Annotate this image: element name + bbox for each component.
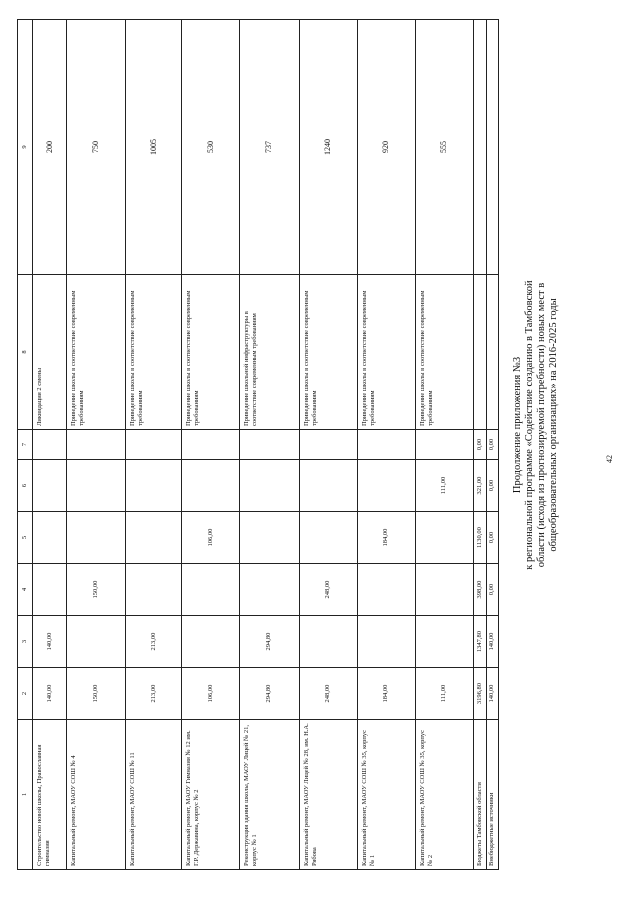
object-name: Реконструкция здания школы, МАОУ Лицей № 21, корпус № 1: [239, 720, 299, 870]
total-cell: 0,00: [486, 430, 498, 460]
header-cell: 4: [18, 564, 33, 616]
cell-col6: [33, 460, 67, 512]
new-places: 920: [358, 20, 416, 275]
cell-total: 111,00: [415, 668, 474, 720]
programme-table: [17, 19, 499, 870]
cell-col4: [415, 564, 474, 616]
cell-col7: [358, 430, 416, 460]
header-row: [18, 20, 33, 870]
cell-col6: [239, 460, 299, 512]
cell-col4: [182, 564, 240, 616]
cell-col4: [33, 564, 67, 616]
cell-total: 248,00: [299, 668, 358, 720]
heading-line-3: области (исходя из прогнозируемой потребности) новых мест в: [536, 282, 547, 568]
heading-line-2: к региональной программе «Содействие созданию в Тамбовской: [524, 280, 535, 570]
header-cell: 7: [18, 430, 33, 460]
appendix-heading: [512, 115, 560, 735]
total-cell: 1347,80: [474, 616, 486, 668]
total-cell: 0,00: [486, 564, 498, 616]
cell-col7: [33, 430, 67, 460]
new-places: 200: [33, 20, 67, 275]
new-places: 530: [182, 20, 240, 275]
cell-col5: [125, 512, 182, 564]
total-label: Бюджеты Тамбовской области: [474, 720, 486, 870]
cell-col6: [67, 460, 126, 512]
cell-col3: 140,00: [33, 616, 67, 668]
cell-col4: 150,00: [67, 564, 126, 616]
cell-col7: [299, 430, 358, 460]
cell-col6: [125, 460, 182, 512]
new-places: 1005: [125, 20, 182, 275]
total-cell: 398,00: [474, 564, 486, 616]
header-cell: 5: [18, 512, 33, 564]
cell-col5: [239, 512, 299, 564]
cell-col3: [299, 616, 358, 668]
cell-col5: 184,00: [358, 512, 416, 564]
object-name: Капитальный ремонт, МАОУ СОШ № 11: [125, 720, 182, 870]
cell-col4: [358, 564, 416, 616]
object-name: Капитальный ремонт, МАОУ СОШ № 4: [67, 720, 126, 870]
object-name: Капитальный ремонт, МАОУ Гимназия № 12 им. Г.Р. Державина, корпус № 2: [182, 720, 240, 870]
total-row: [474, 20, 486, 870]
cell-col3: [358, 616, 416, 668]
header-cell: 8: [18, 275, 33, 430]
result-text: Приведение школы в соответствие современным требованиям: [358, 275, 416, 430]
cell-col7: [239, 430, 299, 460]
result-text: Приведение школы в соответствие современным требованиям: [415, 275, 474, 430]
cell-col6: [182, 460, 240, 512]
total-cell: [486, 275, 498, 430]
cell-col3: [67, 616, 126, 668]
cell-col5: 106,00: [182, 512, 240, 564]
object-name: Капитальный ремонт, МАОУ СОШ № 35, корпус № 1: [358, 720, 416, 870]
result-text: Приведение школы в соответствие современным требованиям: [182, 275, 240, 430]
total-cell: 321,00: [474, 460, 486, 512]
table-row: [299, 20, 358, 870]
page-number: 42: [605, 455, 614, 463]
object-name: Капитальный ремонт, МАОУ СОШ № 35, корпус № 2: [415, 720, 474, 870]
table-row: [415, 20, 474, 870]
cell-col4: [125, 564, 182, 616]
cell-col7: [125, 430, 182, 460]
cell-col5: [67, 512, 126, 564]
cell-col3: [415, 616, 474, 668]
total-cell: 0,00: [474, 430, 486, 460]
table-row: [182, 20, 240, 870]
header-cell: 6: [18, 460, 33, 512]
cell-col4: [239, 564, 299, 616]
cell-col6: [299, 460, 358, 512]
total-cell: 3196,80: [474, 668, 486, 720]
total-cell: [474, 275, 486, 430]
object-name: Строительство новой школы, Православная гимназия: [33, 720, 67, 870]
table-row: [239, 20, 299, 870]
total-cell: 0,00: [486, 460, 498, 512]
result-text: Приведение школы в соответствие современным требованиям: [67, 275, 126, 430]
cell-col7: [415, 430, 474, 460]
new-places: 1240: [299, 20, 358, 275]
result-text: Ликвидация 2 смены: [33, 275, 67, 430]
cell-col3: 213,00: [125, 616, 182, 668]
cell-total: 150,00: [67, 668, 126, 720]
total-cell: [486, 20, 498, 275]
total-cell: 140,00: [486, 616, 498, 668]
heading-line-4: общеобразовательных организациях» на 2016-2025 годы: [548, 298, 559, 552]
result-text: Приведение школы в соответствие современным требованиям: [299, 275, 358, 430]
cell-col5: [299, 512, 358, 564]
total-label: Внебюджетные источники: [486, 720, 498, 870]
cell-col5: [33, 512, 67, 564]
cell-total: 106,00: [182, 668, 240, 720]
cell-col7: [182, 430, 240, 460]
cell-total: 213,00: [125, 668, 182, 720]
total-cell: 140,00: [486, 668, 498, 720]
new-places: 737: [239, 20, 299, 275]
total-cell: 0,00: [486, 512, 498, 564]
total-cell: [474, 20, 486, 275]
cell-col6: 111,00: [415, 460, 474, 512]
header-cell: 3: [18, 616, 33, 668]
new-places: 750: [67, 20, 126, 275]
result-text: Приведение школы в соответствие современным требованиям: [125, 275, 182, 430]
cell-col7: [67, 430, 126, 460]
cell-col5: [415, 512, 474, 564]
cell-col6: [358, 460, 416, 512]
cell-total: 140,00: [33, 668, 67, 720]
cell-total: 184,00: [358, 668, 416, 720]
cell-col3: [182, 616, 240, 668]
table-row: [67, 20, 126, 870]
heading-line-1: Продолжение приложения №3: [512, 356, 523, 494]
cell-col4: 248,00: [299, 564, 358, 616]
cell-col3: 294,80: [239, 616, 299, 668]
result-text: Приведение школьной инфраструктуры в соответствие современным требованиям: [239, 275, 299, 430]
table-row: [358, 20, 416, 870]
table-row: [33, 20, 67, 870]
header-cell: 2: [18, 668, 33, 720]
object-name: Капитальный ремонт, МАОУ Лицей № 28, им. Н.А. Рябова: [299, 720, 358, 870]
header-cell: 9: [18, 20, 33, 275]
header-cell: 1: [18, 720, 33, 870]
cell-total: 294,80: [239, 668, 299, 720]
total-cell: 1130,00: [474, 512, 486, 564]
total-row: [486, 20, 498, 870]
table-row: [125, 20, 182, 870]
new-places: 555: [415, 20, 474, 275]
